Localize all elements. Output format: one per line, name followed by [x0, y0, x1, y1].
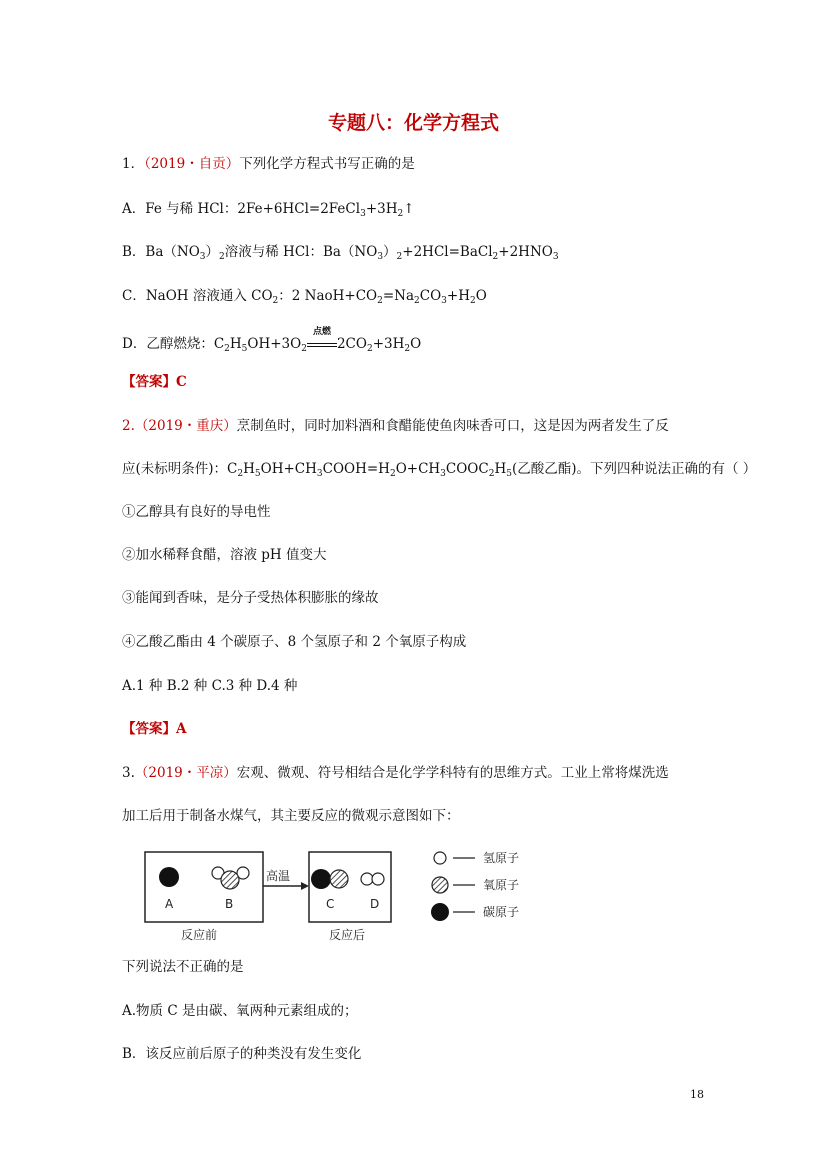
q3-number: 3.: [122, 765, 135, 781]
q2-source: （2019・重庆）: [134, 418, 237, 434]
q2-options: A.1 种 B.2 种 C.3 种 D.4 种: [122, 678, 298, 694]
before-label: 反应前: [181, 928, 218, 942]
q1-option-b: B．$Ba(NO_3)_2$溶液与稀 HCl：$Ba(NO_3)_2+2HCl=BaCl_2+2HNO_3$: [122, 244, 559, 262]
q1-number: 1．: [122, 156, 145, 172]
q3-option-a: A.物质 C 是由碳、氧两种元素组成的；: [122, 1003, 358, 1019]
legend-hydrogen: 氢原子: [483, 851, 520, 865]
q3-option-b: B．该反应前后原子的种类没有发生变化: [122, 1046, 362, 1062]
q2-item-3: ③能闻到香味，是分子受热体积膨胀的缘故: [122, 590, 379, 606]
legend-oxygen: 氧原子: [483, 878, 520, 892]
q1-option-a: A．Fe 与稀 HCl：$2Fe+6HCl=2FeCl_3+3H_2↑$: [122, 201, 415, 219]
q3-stem-line2: 加工后用于制备水煤气，其主要反应的微观示意图如下：: [122, 808, 460, 824]
label-a: A: [165, 897, 174, 911]
q1-source: （2019・自贡）: [144, 156, 240, 172]
water-molecule-b: [221, 871, 239, 889]
reaction-diagram: [125, 842, 535, 942]
hydrogen-molecule-d: [372, 873, 384, 885]
q1-stem: [122, 155, 415, 173]
label-d: D: [370, 897, 380, 911]
q1-answer: 【答案】C: [122, 374, 187, 390]
page-number: 18: [690, 1088, 704, 1101]
after-label: 反应后: [329, 928, 366, 942]
q1-option-c: C．NaOH 溶液通入 $CO_2$：2 $NaoH+CO_2=Na_2CO_3+H_2O$: [122, 288, 487, 306]
reaction-condition: 点燃: [307, 335, 337, 353]
label-b: B: [225, 897, 234, 911]
q1-option-d: D．乙醇燃烧：$C_2H_5OH+3O_2$ 点燃 $2CO_2+3H_2O$: [122, 327, 422, 354]
q2-stem-line1: 2.（2019・重庆）烹制鱼时，同时加料酒和食醋能使鱼肉味香可口，这是因为两者发生了反: [122, 418, 669, 434]
page-title: 专题八：化学方程式: [327, 112, 499, 134]
q2-stem-line2: 应(未标明条件)：$C_2H_5OH+CH_3COOH=H_2O+CH_3COOC_2H_5$(乙酸乙酯)。下列四种说法正确的有（ ）: [122, 461, 757, 479]
q2-item-2: ②加水稀释食醋，溶液 pH 值变大: [122, 547, 327, 563]
q3-prompt: 下列说法不正确的是: [122, 959, 244, 975]
q1-text: 下列化学方程式书写正确的是: [239, 156, 415, 172]
legend-carbon: 碳原子: [483, 905, 520, 919]
q3-stem-line1: 3.（2019・平凉）宏观、微观、符号相结合是化学学科特有的思维方式。工业上常将煤洗选: [122, 765, 669, 781]
arrow-condition: 高温: [266, 869, 291, 883]
q3-source: （2019・平凉）: [134, 765, 237, 781]
carbon-atom-a: [159, 867, 179, 887]
before-box: [145, 852, 263, 922]
label-c: C: [326, 897, 335, 911]
q2-item-1: ①乙醇具有良好的导电性: [122, 504, 271, 520]
q2-item-4: ④乙酸乙酯由 4 个碳原子、8 个氢原子和 2 个氧原子构成: [122, 634, 467, 650]
carbon-atom-c: [311, 869, 331, 889]
q2-answer: 【答案】A: [122, 721, 187, 737]
q2-number: 2.: [122, 418, 135, 434]
